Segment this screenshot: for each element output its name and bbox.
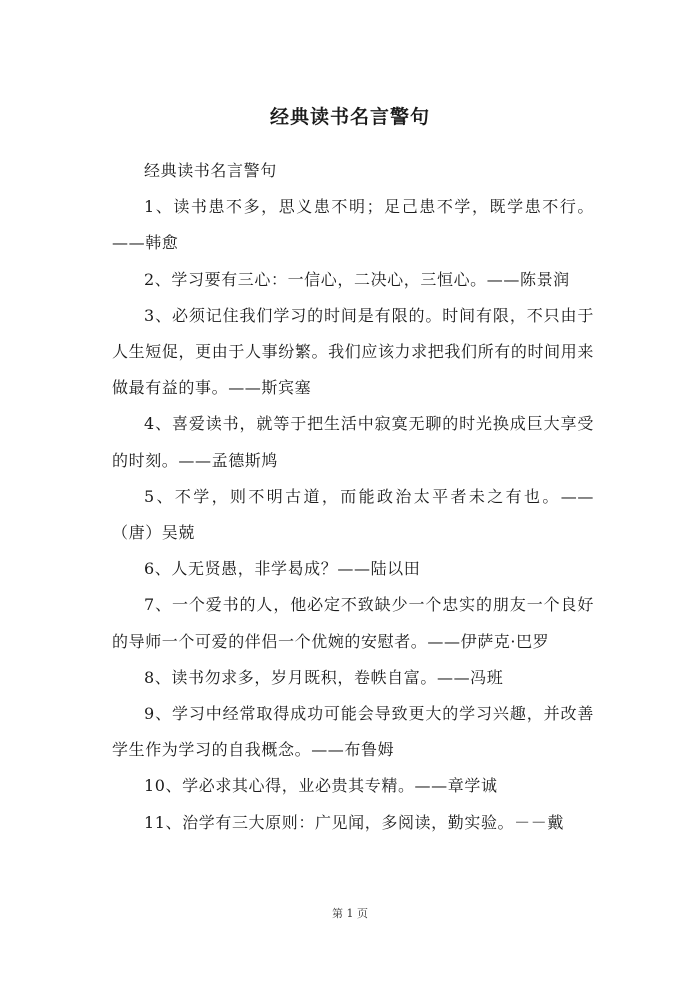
quote-6: 6、人无贤愚，非学曷成？——陆以田 (144, 559, 421, 579)
quote-11: 11、治学有三大原则：广见闻，多阅读，勤实验。－－戴 (144, 812, 564, 832)
document-title: 经典读书名言警句 (269, 106, 430, 128)
quote-8: 8、读书勿求多，岁月既积，卷帙自富。——冯班 (144, 667, 504, 687)
quote-2: 2、学习要有三心：一信心，二决心，三恒心。——陈景润 (144, 269, 570, 289)
quote-1: 1、读书患不多，思义患不明；足己患不学，既学患不行。——韩愈 (112, 197, 594, 253)
quote-7: 7、一个爱书的人，他必定不致缺少一个忠实的朋友一个良好的导师一个可爱的伴侣一个优婉的安慰者。——伊萨克·巴罗 (112, 595, 594, 651)
quote-4: 4、喜爱读书，就等于把生活中寂寞无聊的时光换成巨大享受的时刻。——孟德斯鸠 (112, 414, 594, 470)
quote-3: 3、必须记住我们学习的时间是有限的。时间有限，不只由于人生短促，更由于人事纷繁。我们应该力求把我们所有的时间用来做最有益的事。——斯宾塞 (112, 305, 594, 398)
quote-10: 10、学必求其心得，业必贵其专精。——章学诚 (144, 776, 498, 796)
quote-9: 9、学习中经常取得成功可能会导致更大的学习兴趣，并改善学生作为学习的自我概念。——布鲁姆 (112, 704, 594, 760)
document-body (112, 153, 594, 841)
quote-5: 5、不学，则不明古道，而能政治太平者未之有也。——（唐）吴兢 (112, 486, 594, 543)
page-number: 第 1 页 (332, 907, 368, 920)
paragraph-heading: 经典读书名言警句 (144, 161, 277, 180)
